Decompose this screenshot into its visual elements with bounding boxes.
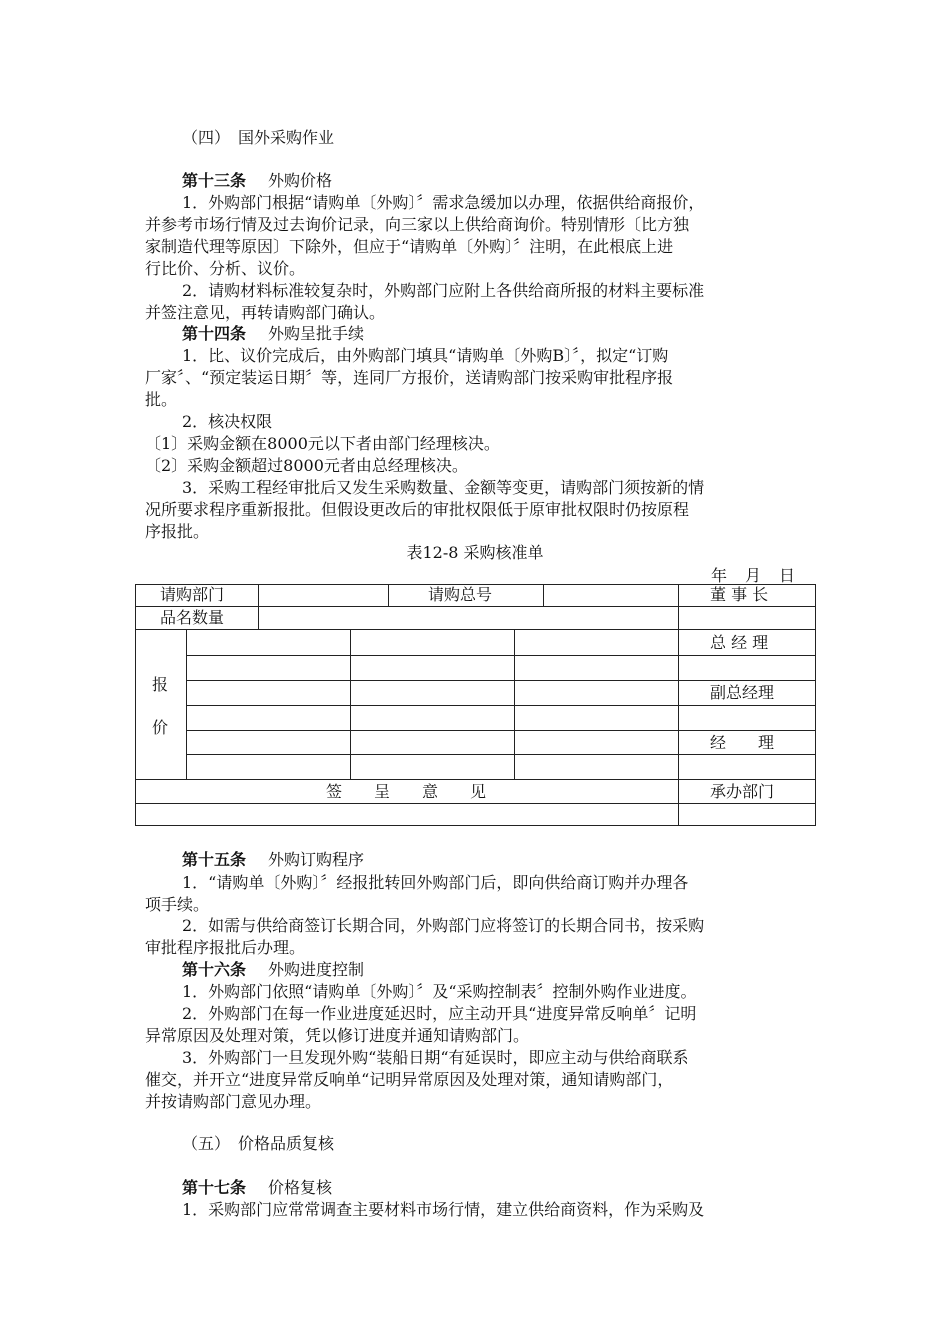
paragraph-line: 况所要求程序重新报批。但假设更改后的审批权限低于原审批权限时仍按原程 <box>145 500 690 519</box>
paragraph-line: 厂家〞、“预定装运日期〞等，连同厂方报价，送请购部门按采购审批程序报 <box>145 368 674 387</box>
cell-dept-label: 请购部门 <box>160 585 225 604</box>
article-title: 外购价格 <box>268 171 333 190</box>
paragraph-line: 序报批。 <box>145 522 210 541</box>
section-heading-4: （四） 国外采购作业 <box>182 128 335 147</box>
paragraph-line: 家制造代理等原因〕下除外，但应于“请购单〔外购〕〞注明，在此根底上进 <box>145 237 674 256</box>
paragraph-line: 并签注意见，再转请购部门确认。 <box>145 303 386 322</box>
paragraph-line: 2．核决权限 <box>182 412 273 431</box>
article-number: 第十四条 <box>182 324 247 343</box>
paragraph-line: 行比价、分析、议价。 <box>145 259 306 278</box>
paragraph-line: 〔1〕采购金额在8000元以下者由部门经理核决。 <box>145 434 500 453</box>
paragraph-line: 项手续。 <box>145 895 210 914</box>
cell-sign-label: 签 呈 意 见 <box>326 782 487 801</box>
paragraph-line: 并参考市场行情及过去询价记录，向三家以上供给商询价。特别情形〔比方独 <box>145 215 690 234</box>
paragraph-line: 审批程序报批后办理。 <box>145 938 306 957</box>
paragraph-line: 1．比、议价完成后，由外购部门填具“请购单〔外购B〕〞，拟定“订购 <box>182 346 669 365</box>
article-17-heading <box>182 1177 332 1199</box>
cell-handler: 承办部门 <box>710 782 775 801</box>
cell-item-label: 品名数量 <box>160 608 225 627</box>
paragraph-line: 并按请购部门意见办理。 <box>145 1092 322 1111</box>
paragraph-line: 2．外购部门在每一作业进度延迟时，应主动开具“进度异常反响单〞记明 <box>182 1004 697 1023</box>
paragraph-line: 2．请购材料标准较复杂时，外购部门应附上各供给商所报的材料主要标准 <box>182 281 705 300</box>
date-year: 年 <box>711 566 728 585</box>
article-number: 第十三条 <box>182 171 247 190</box>
paragraph-line: 〔2〕采购金额超过8000元者由总经理核决。 <box>145 456 468 475</box>
paragraph-line: 1．采购部门应常常调查主要材料市场行情，建立供给商资料，作为采购及 <box>182 1200 705 1219</box>
paragraph-line: 2．如需与供给商签订长期合同，外购部门应将签订的长期合同书，按采购 <box>182 916 705 935</box>
paragraph-line: 1．外购部门根据“请购单〔外购〕〞需求急缓加以办理，依据供给商报价， <box>182 193 705 212</box>
article-15-heading <box>182 849 364 871</box>
section-heading-5: （五） 价格品质复核 <box>182 1134 335 1153</box>
date-day: 日 <box>779 566 796 585</box>
cell-quote-char1: 报 <box>152 675 169 694</box>
cell-gm: 总 经 理 <box>710 633 769 652</box>
paragraph-line: 3．外购部门一旦发现外购“装船日期“有延误时，即应主动与供给商联系 <box>182 1048 689 1067</box>
article-number: 第十六条 <box>182 960 247 979</box>
cell-chairman: 董 事 长 <box>710 585 769 604</box>
date-month: 月 <box>745 566 762 585</box>
cell-quote-char2: 价 <box>152 718 169 737</box>
paragraph-line: 3．采购工程经审批后又发生采购数量、金额等变更，请购部门须按新的情 <box>182 478 705 497</box>
paragraph-line: 异常原因及处理对策，凭以修订进度并通知请购部门。 <box>145 1026 530 1045</box>
paragraph-line: 催交，并开立“进度异常反响单“记明异常原因及处理对策，通知请购部门， <box>145 1070 674 1089</box>
article-16-heading <box>182 959 364 981</box>
paragraph-line: 1．“请购单〔外购〕〞经报批转回外购部门后，即向供给商订购并办理各 <box>182 873 689 892</box>
paragraph-line: 1．外购部门依照“请购单〔外购〕〞及“采购控制表〞控制外购作业进度。 <box>182 982 697 1001</box>
article-title: 价格复核 <box>268 1178 333 1197</box>
article-title: 外购订购程序 <box>268 850 365 869</box>
cell-mgr: 经 理 <box>710 733 775 752</box>
cell-vgm: 副总经理 <box>710 683 775 702</box>
paragraph-line: 批。 <box>145 390 178 409</box>
article-title: 外购呈批手续 <box>268 324 365 343</box>
cell-total-label: 请购总号 <box>428 585 493 604</box>
table-caption: 表12-8 采购核准单 <box>406 543 544 562</box>
article-number: 第十七条 <box>182 1178 247 1197</box>
article-number: 第十五条 <box>182 850 247 869</box>
article-title: 外购进度控制 <box>268 960 365 979</box>
